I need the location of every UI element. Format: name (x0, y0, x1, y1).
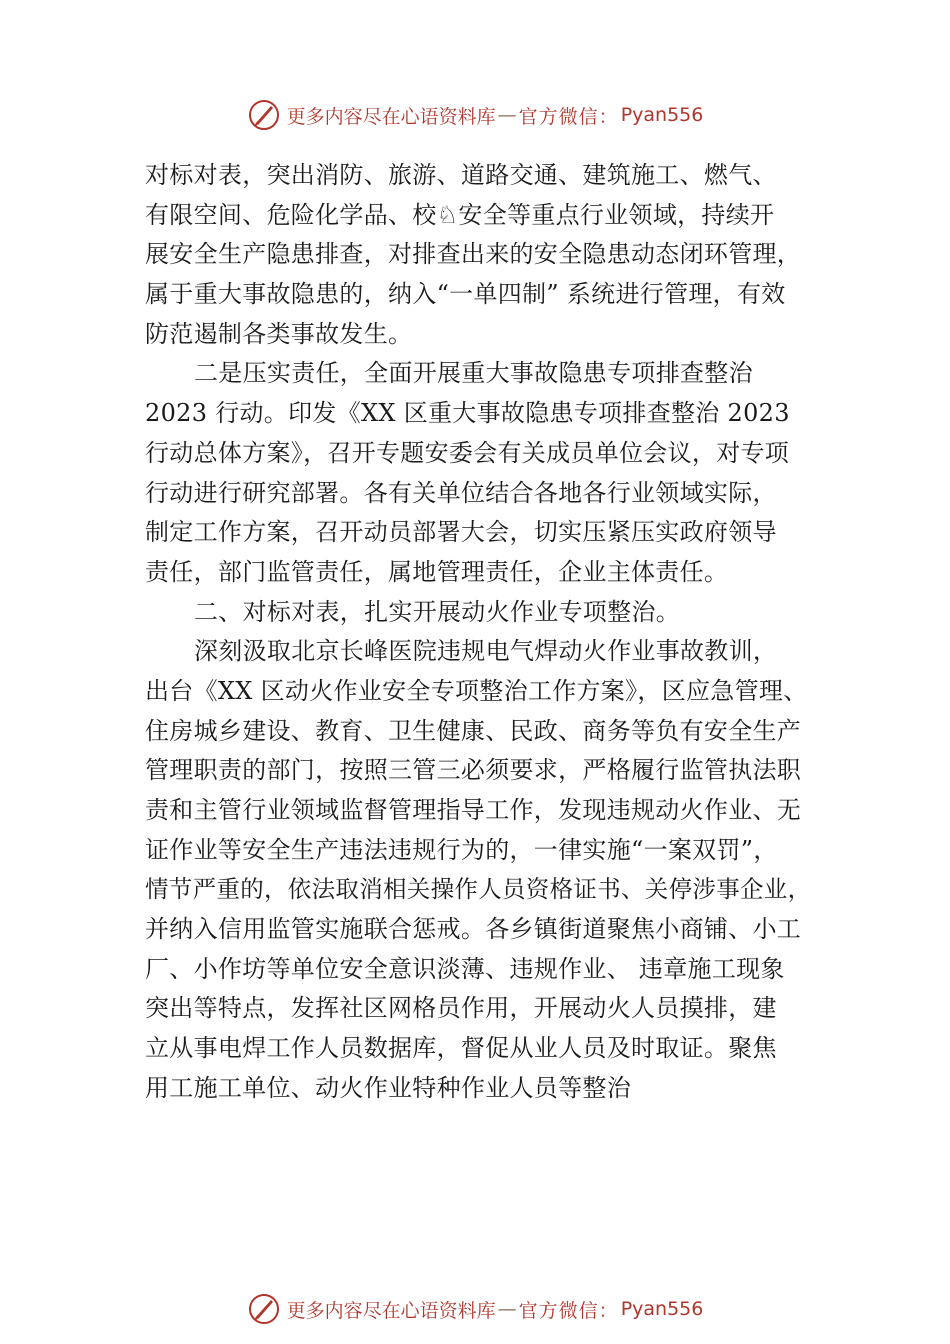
text-line: 制定工作方案，召开动员部署大会，切实压紧压实政府领导 (145, 518, 777, 547)
text-line: 深刻汲取北京长峰医院违规电气焊动火作业事故教训， (194, 637, 778, 666)
text-line: 出台《XX 区动火作业安全专项整治工作方案》，区应急管理、 (145, 676, 808, 705)
paragraph (145, 632, 813, 1108)
text-line: 展安全生产隐患排查，对排查出来的安全隐患动态闭环管理， (145, 240, 802, 269)
text-line: 住房城乡建设、教育、卫生健康、民政、商务等负有安全生产 (145, 716, 802, 745)
text-line: 2023 行动。印发《XX 区重大事故隐患专项排查整治 2023 (145, 399, 790, 428)
quill-seal-icon (247, 98, 281, 132)
paragraph (145, 354, 813, 592)
text-line: 有限空间、危险化学品、校♘安全等重点行业领域，持续开 (145, 200, 775, 229)
paragraph (145, 593, 813, 633)
watermark-handle: Pyan556 (620, 104, 704, 126)
text-line: 行动进行研究部署。各有关单位结合各地各行业领域实际， (145, 478, 777, 507)
text-line: 二是压实责任，全面开展重大事故隐患专项排查整治 (194, 359, 753, 388)
text-line: 突出等特点，发挥社区网格员作用，开展动火人员摸排，建 (145, 994, 777, 1023)
text-line: 管理职责的部门，按照三管三必须要求，严格履行监管执法职 (145, 756, 802, 785)
watermark-separator: — (497, 104, 517, 126)
text-line: 厂、小作坊等单位安全意识淡薄、违规作业、 违章施工现象 (145, 954, 785, 983)
text-line: 二、对标对表，扎实开展动火作业专项整治。 (194, 597, 680, 626)
watermark-wechat-label: 官方微信： (518, 105, 619, 128)
text-line: 用工施工单位、动火作业特种作业人员等整治 (145, 1073, 631, 1102)
header-watermark (0, 95, 950, 135)
watermark-handle: Pyan556 (620, 1298, 704, 1320)
watermark-wechat-label: 官方微信： (518, 1299, 619, 1322)
text-line: 属于重大事故隐患的，纳入“一单四制” 系统进行管理，有效 (145, 280, 786, 309)
watermark-brand: 更多内容尽在心语资料库 (286, 105, 496, 128)
text-line: 情节严重的，依法取消相关操作人员资格证书、关停涉事企业， (145, 875, 812, 904)
document-body (145, 156, 813, 1109)
footer-watermark (0, 1289, 950, 1329)
text-line: 防范遏制各类事故发生。 (145, 319, 413, 348)
text-line: 立从事电焊工作人员数据库，督促从业人员及时取证。聚焦 (145, 1034, 777, 1063)
text-line: 对标对表，突出消防、旅游、道路交通、建筑施工、燃气、 (145, 161, 777, 189)
watermark-brand: 更多内容尽在心语资料库 (286, 1299, 496, 1322)
paragraph (145, 156, 813, 354)
quill-seal-icon (247, 1292, 281, 1326)
text-line: 责和主管行业领域监督管理指导工作，发现违规动火作业、无 (145, 796, 802, 824)
text-line: 证作业等安全生产违法违规行为的，一律实施“一案双罚”， (145, 835, 778, 864)
text-line: 行动总体方案》，召开专题安委会有关成员单位会议，对专项 (145, 438, 790, 467)
text-line: 并纳入信用监管实施联合惩戒。各乡镇街道聚焦小商铺、小工 (145, 915, 802, 944)
text-line: 责任，部门监管责任，属地管理责任，企业主体责任。 (145, 557, 729, 586)
watermark-separator: — (497, 1298, 517, 1320)
